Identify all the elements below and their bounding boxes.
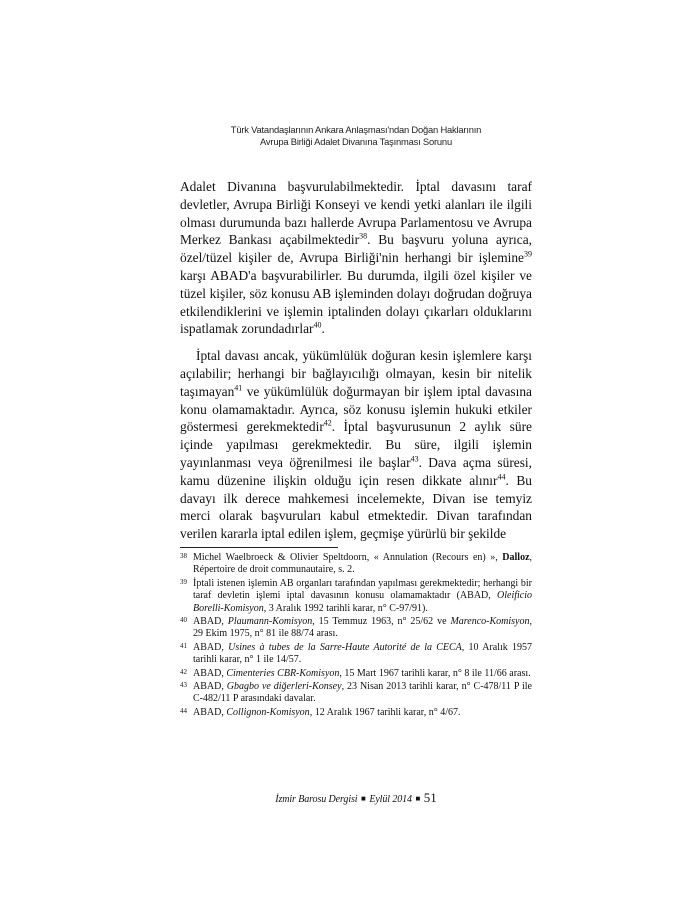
footnote-text: [193, 668, 532, 680]
footnote-ref-43[interactable]: 43: [410, 454, 419, 464]
footnote-number: 44: [180, 706, 187, 715]
footnote-41-case: Usines à tubes de la Sarre-Haute Autorité de la CECA: [228, 641, 462, 653]
footnote-43-case: Gbagbo ve diğerleri-Konsey: [226, 681, 342, 693]
paragraph-1-text-c: karşı ABAD'a başvurabilirler. Bu durumda, ilgili özel kişiler ve tüzel kişiler, söz konusu AB işleminden dolayı doğrudan doğruya etkilendiklerini ve işlemin iptalinden dolayı çıkarları olduklarını ispatlamak zorundadırlar: [180, 267, 532, 337]
paragraph-2: [180, 347, 532, 543]
footnote-39-text-a: İptali istenen işlemin AB organları tarafından yapılması gerekmektedir; herhangi bir taraf devletin işlemi iptal davasının konusu olamamaktadır (ABAD,: [193, 577, 532, 602]
footnote-ref-38[interactable]: 38: [359, 231, 368, 241]
footnote-43-text-a: ABAD,: [193, 681, 224, 693]
body-text: [180, 178, 532, 543]
footnote-43-text-c: , 23 Nisan 2013 tarihli karar, n° C-478/11 P ile C-482/11 P arasındaki davalar.: [193, 681, 532, 705]
footnote-ref-44[interactable]: 44: [497, 472, 506, 482]
paragraph-2-text-d: . Dava açma süresi, kamu düzenine ilişkin olduğu için resen dikkate alınır: [180, 454, 532, 488]
footnote-42-text-a: ABAD,: [193, 667, 224, 679]
footnote-39-case: Oleificio Borelli-Komisyon: [193, 590, 533, 614]
footnote-text: [193, 642, 532, 667]
paragraph-1-text-a: Adalet Divanına başvurulabilmektedir. İptal davasını taraf devletler, Avrupa Birliği Konseyi ve kendi yetki alanları ile ilgili olması durumunda bazı hallerde Avrupa Parlamentosu ve Avrupa Merkez Bankası açabilmektedir: [180, 179, 532, 248]
footnote-text: [193, 578, 532, 615]
footnote-38: [180, 552, 532, 577]
footnote-38-text-c: , Répertoire de droit communautaire, s. 2.: [193, 552, 533, 576]
footnote-text: [193, 707, 532, 719]
footnote-ref-41[interactable]: 41: [234, 383, 243, 393]
footer-separator-2: ■: [415, 794, 421, 803]
footnote-44-text-c: , 12 Aralık 1967 tarihli karar, n° 4/67.: [309, 706, 461, 718]
footnote-39-text-c: , 3 Aralık 1992 tarihli karar, n° C-97/91).: [263, 602, 428, 614]
footnote-40-text-c: , 15 Temmuz 1963, n° 25/62 ve: [312, 616, 447, 628]
running-header-line-1: Türk Vatandaşlarının Ankara Anlaşması'ndan Doğan Haklarının: [230, 124, 482, 135]
journal-issue: Eylül 2014: [369, 794, 412, 805]
paragraph-1-text-b: . Bu başvuru yoluna ayrıca, özel/tüzel kişiler de, Avrupa Birliği'nin herhangi bir işlemine: [180, 232, 532, 266]
footnote-divider: [180, 547, 338, 548]
footnote-42-case: Cimenteries CBR-Komisyon: [226, 667, 340, 679]
paragraph-1-text-d: .: [321, 321, 325, 337]
footnote-44-text-a: ABAD,: [193, 706, 224, 718]
page-number: 51: [423, 790, 437, 805]
running-header: [180, 124, 532, 148]
footnote-41-text-c: , 10 Aralık 1957 tarihli karar, n° 1 ile 14/57.: [193, 641, 532, 666]
footnote-39: [180, 578, 532, 615]
footnote-41-text-a: ABAD,: [193, 641, 224, 653]
footnote-number: 39: [180, 577, 187, 586]
footnote-text: [193, 616, 532, 641]
footnote-number: 38: [180, 552, 187, 560]
footnote-ref-40[interactable]: 40: [313, 320, 322, 330]
footnote-44: [180, 707, 532, 719]
footnote-text: [193, 552, 532, 577]
footnote-number: 41: [180, 641, 187, 650]
running-header-line-2: Avrupa Birliği Adalet Divanına Taşınması Sorunu: [260, 136, 452, 147]
paragraph-1: [180, 178, 532, 338]
footnote-text: [193, 681, 532, 706]
footnote-44-case: Collignon-Komisyon: [226, 706, 310, 718]
footnote-41: [180, 642, 532, 667]
footnote-ref-42[interactable]: 42: [323, 418, 332, 428]
footnote-40-case-2: Marenco-Komisyon: [450, 616, 530, 628]
footnote-40-text-e: , 29 Ekim 1975, n° 81 ile 88/74 arası.: [193, 616, 532, 640]
footnote-43: [180, 681, 532, 706]
journal-name: İzmir Barosu Dergisi: [275, 794, 358, 805]
footnote-42: [180, 668, 532, 680]
paragraph-2-text-c: . İptal başvurusunun 2 aylık süre içinde yapılması gerekmektedir. Bu süre, ilgili işlemin yayınlanması veya öğrenilmesi ile başlar: [180, 419, 532, 470]
paragraph-2-text-a: İptal davası ancak, yükümlülük doğuran kesin işlemlere karşı açılabilir; herhangi bir bağlayıcılığı olmayan, kesin bir nitelik taşımayan: [180, 348, 532, 399]
footer-separator-1: ■: [360, 794, 366, 803]
footnotes: [180, 552, 532, 720]
page-footer: [180, 790, 532, 806]
footnote-38-source: Dalloz: [502, 552, 530, 563]
footnote-40-case-1: Plaumann-Komisyon: [227, 616, 313, 628]
paragraph-2-text-e: . Bu davayı ilk derece mahkemesi incelemekte, Divan ise temyiz merci olarak başvuruları kabul etmektedir. Divan tarafından verilen kararla iptal edilen işlem, geçmişe yürürlü bir şekilde: [180, 472, 533, 542]
footnote-40: [180, 616, 532, 641]
footnote-number: 42: [180, 667, 187, 676]
paragraph-2-text-b: ve yükümlülük doğurmayan bir işlem iptal davasına konu olamamaktadır. Ayrıca, söz konusu işlemin hukuki etkiler göstermesi gerekmektedir: [180, 383, 532, 435]
footnote-ref-39[interactable]: 39: [524, 249, 532, 259]
footnote-42-text-c: , 15 Mart 1967 tarihli karar, n° 8 ile 11/66 arası.: [339, 667, 531, 679]
footnote-40-text-a: ABAD,: [193, 616, 224, 628]
footnote-38-text-a: Michel Waelbroeck & Olivier Speltdoorn, « Annulation (Recours en) »,: [193, 552, 498, 563]
footnote-number: 43: [180, 681, 187, 690]
footnote-number: 40: [180, 616, 187, 625]
